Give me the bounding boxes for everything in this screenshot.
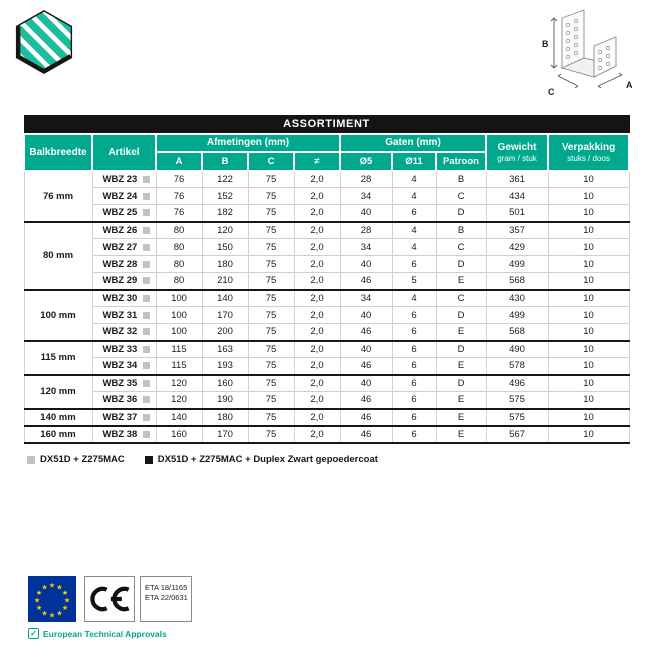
cell-verpakking: 10 xyxy=(548,188,629,205)
cell-patroon: B xyxy=(436,222,486,239)
coating-marker-icon xyxy=(143,193,150,200)
joist-hanger-drawing-icon xyxy=(520,4,644,106)
cell-thickness: 2,0 xyxy=(294,205,340,222)
cell-dim-b: 160 xyxy=(202,375,248,392)
artikel-cell xyxy=(92,188,156,205)
cell-dim-c: 75 xyxy=(248,290,294,307)
artikel-cell xyxy=(92,307,156,324)
cell-dim-a: 80 xyxy=(156,222,202,239)
cell-gewicht: 567 xyxy=(486,426,548,443)
svg-text:★: ★ xyxy=(33,596,41,605)
cell-dim-c: 75 xyxy=(248,273,294,290)
coating-marker-icon xyxy=(143,396,150,403)
table-row xyxy=(24,256,629,273)
black-marker-icon xyxy=(145,456,153,464)
cell-hole-5: 34 xyxy=(340,188,392,205)
coating-marker-icon xyxy=(143,277,150,284)
cell-thickness: 2,0 xyxy=(294,392,340,409)
table-row xyxy=(24,171,629,188)
cell-dim-c: 75 xyxy=(248,256,294,273)
cell-hole-11: 5 xyxy=(392,273,436,290)
cell-hole-11: 6 xyxy=(392,324,436,341)
artikel-label: WBZ 27 xyxy=(102,241,138,253)
artikel-label: WBZ 24 xyxy=(102,190,138,202)
cell-dim-c: 75 xyxy=(248,222,294,239)
cell-dim-b: 150 xyxy=(202,239,248,256)
cell-dim-c: 75 xyxy=(248,324,294,341)
cell-dim-c: 75 xyxy=(248,341,294,358)
coating-marker-icon xyxy=(143,295,150,302)
cell-thickness: 2,0 xyxy=(294,239,340,256)
assortiment-table xyxy=(23,115,630,444)
cell-dim-b: 180 xyxy=(202,409,248,426)
cell-thickness: 2,0 xyxy=(294,256,340,273)
coating-marker-icon xyxy=(143,431,150,438)
coating-marker-icon xyxy=(143,209,150,216)
artikel-cell xyxy=(92,409,156,426)
cell-hole-5: 40 xyxy=(340,341,392,358)
ce-mark-icon xyxy=(88,584,132,614)
cell-hole-11: 4 xyxy=(392,290,436,307)
cell-hole-11: 6 xyxy=(392,205,436,222)
svg-text:★: ★ xyxy=(48,581,56,590)
cell-verpakking: 10 xyxy=(548,392,629,409)
cell-patroon: D xyxy=(436,256,486,273)
artikel-label: WBZ 28 xyxy=(102,258,138,270)
balkbreedte-cell: 120 mm xyxy=(24,375,92,409)
eu-flag xyxy=(28,576,76,622)
cell-verpakking: 10 xyxy=(548,426,629,443)
eta-approvals-box xyxy=(140,576,192,622)
cell-dim-b: 193 xyxy=(202,358,248,375)
cell-hole-11: 6 xyxy=(392,307,436,324)
coating-marker-icon xyxy=(143,261,150,268)
cell-hole-11: 6 xyxy=(392,426,436,443)
cell-verpakking: 10 xyxy=(548,375,629,392)
cell-dim-c: 75 xyxy=(248,307,294,324)
dimension-c-label: C xyxy=(548,87,555,97)
cell-verpakking: 10 xyxy=(548,324,629,341)
cell-verpakking: 10 xyxy=(548,290,629,307)
balkbreedte-cell: 160 mm xyxy=(24,426,92,443)
cell-dim-a: 80 xyxy=(156,256,202,273)
header-gewicht-sub: gram / stuk xyxy=(497,153,537,163)
table-row xyxy=(24,188,629,205)
header-gaten: Gaten (mm) xyxy=(340,134,486,152)
cell-thickness: 2,0 xyxy=(294,409,340,426)
table-row xyxy=(24,409,629,426)
table-row xyxy=(24,392,629,409)
checkmark-icon: ✓ xyxy=(28,628,39,639)
artikel-cell xyxy=(92,324,156,341)
coating-marker-icon xyxy=(143,176,150,183)
cell-patroon: C xyxy=(436,239,486,256)
header-hole-5: Ø5 xyxy=(340,152,392,171)
product-drawing xyxy=(520,4,644,106)
table-row xyxy=(24,375,629,392)
cell-dim-c: 75 xyxy=(248,358,294,375)
header-thickness: ≠ xyxy=(294,152,340,171)
artikel-cell xyxy=(92,341,156,358)
cell-patroon: D xyxy=(436,375,486,392)
cell-patroon: E xyxy=(436,426,486,443)
cell-dim-c: 75 xyxy=(248,188,294,205)
cell-verpakking: 10 xyxy=(548,341,629,358)
cell-dim-a: 140 xyxy=(156,409,202,426)
cell-dim-a: 80 xyxy=(156,239,202,256)
table-row xyxy=(24,273,629,290)
cell-hole-5: 40 xyxy=(340,375,392,392)
cell-thickness: 2,0 xyxy=(294,307,340,324)
cell-gewicht: 499 xyxy=(486,307,548,324)
header-verpakking-title: Verpakking xyxy=(561,141,616,153)
cell-hole-5: 34 xyxy=(340,290,392,307)
cell-dim-c: 75 xyxy=(248,239,294,256)
cell-verpakking: 10 xyxy=(548,307,629,324)
cell-hole-11: 4 xyxy=(392,222,436,239)
cell-hole-5: 34 xyxy=(340,239,392,256)
balkbreedte-cell: 140 mm xyxy=(24,409,92,426)
eta-caption xyxy=(28,628,167,639)
hexagon-stripes-logo-icon xyxy=(10,8,78,76)
artikel-label: WBZ 37 xyxy=(102,411,138,423)
header-verpakking xyxy=(548,134,629,171)
legend-label: DX51D + Z275MAC + Duplex Zwart gepoedercoat xyxy=(157,454,378,465)
cell-gewicht: 357 xyxy=(486,222,548,239)
cell-hole-5: 28 xyxy=(340,222,392,239)
dimension-a-label: A xyxy=(626,80,633,90)
cell-dim-a: 160 xyxy=(156,426,202,443)
cell-dim-b: 200 xyxy=(202,324,248,341)
cell-patroon: E xyxy=(436,324,486,341)
cell-dim-b: 170 xyxy=(202,426,248,443)
cell-dim-b: 170 xyxy=(202,307,248,324)
cell-verpakking: 10 xyxy=(548,171,629,188)
header-patroon: Patroon xyxy=(436,152,486,171)
cell-dim-b: 152 xyxy=(202,188,248,205)
cell-hole-5: 40 xyxy=(340,256,392,273)
table-row xyxy=(24,290,629,307)
coating-marker-icon xyxy=(143,328,150,335)
cell-dim-b: 182 xyxy=(202,205,248,222)
artikel-cell xyxy=(92,392,156,409)
cell-hole-11: 4 xyxy=(392,188,436,205)
coating-marker-icon xyxy=(143,346,150,353)
cell-dim-c: 75 xyxy=(248,375,294,392)
cell-dim-a: 76 xyxy=(156,188,202,205)
svg-text:★: ★ xyxy=(56,609,63,618)
artikel-cell xyxy=(92,239,156,256)
table-title: ASSORTIMENT xyxy=(24,116,629,134)
artikel-label: WBZ 33 xyxy=(102,343,138,355)
cell-gewicht: 430 xyxy=(486,290,548,307)
artikel-cell xyxy=(92,222,156,239)
cell-gewicht: 501 xyxy=(486,205,548,222)
cell-hole-5: 46 xyxy=(340,426,392,443)
cell-dim-b: 190 xyxy=(202,392,248,409)
coating-marker-icon xyxy=(143,380,150,387)
cell-dim-a: 76 xyxy=(156,205,202,222)
cell-dim-b: 140 xyxy=(202,290,248,307)
cell-dim-b: 120 xyxy=(202,222,248,239)
header-dim-c: C xyxy=(248,152,294,171)
cell-dim-a: 80 xyxy=(156,273,202,290)
header-hole-11: Ø11 xyxy=(392,152,436,171)
cell-hole-11: 6 xyxy=(392,392,436,409)
cell-thickness: 2,0 xyxy=(294,222,340,239)
cell-dim-c: 75 xyxy=(248,426,294,443)
cell-dim-c: 75 xyxy=(248,392,294,409)
cell-verpakking: 10 xyxy=(548,205,629,222)
cell-gewicht: 429 xyxy=(486,239,548,256)
table-row xyxy=(24,205,629,222)
cell-gewicht: 499 xyxy=(486,256,548,273)
artikel-cell xyxy=(92,171,156,188)
cell-hole-11: 6 xyxy=(392,409,436,426)
artikel-label: WBZ 35 xyxy=(102,377,138,389)
artikel-cell xyxy=(92,375,156,392)
table-row xyxy=(24,324,629,341)
svg-text:★: ★ xyxy=(41,609,48,618)
cell-thickness: 2,0 xyxy=(294,426,340,443)
artikel-label: WBZ 25 xyxy=(102,207,138,219)
table-row xyxy=(24,222,629,239)
artikel-label: WBZ 38 xyxy=(102,428,138,440)
header-dim-a: A xyxy=(156,152,202,171)
cell-thickness: 2,0 xyxy=(294,375,340,392)
cell-gewicht: 490 xyxy=(486,341,548,358)
cell-gewicht: 575 xyxy=(486,392,548,409)
cell-dim-b: 180 xyxy=(202,256,248,273)
cell-dim-b: 163 xyxy=(202,341,248,358)
artikel-label: WBZ 31 xyxy=(102,309,138,321)
cell-dim-a: 100 xyxy=(156,307,202,324)
cell-patroon: E xyxy=(436,392,486,409)
table-row xyxy=(24,341,629,358)
artikel-cell xyxy=(92,290,156,307)
table-row xyxy=(24,358,629,375)
artikel-cell xyxy=(92,256,156,273)
legend xyxy=(27,454,378,465)
header-balkbreedte: Balkbreedte xyxy=(24,134,92,171)
cell-thickness: 2,0 xyxy=(294,188,340,205)
svg-text:★: ★ xyxy=(61,604,69,612)
eta-line-1: ETA 18/1165 xyxy=(145,583,188,592)
artikel-label: WBZ 29 xyxy=(102,275,138,287)
cell-thickness: 2,0 xyxy=(294,273,340,290)
artikel-cell xyxy=(92,426,156,443)
artikel-label: WBZ 30 xyxy=(102,292,138,304)
cell-hole-5: 46 xyxy=(340,409,392,426)
header-afmetingen: Afmetingen (mm) xyxy=(156,134,340,152)
eta-caption-label: European Technical Approvals xyxy=(43,628,167,639)
cell-hole-11: 6 xyxy=(392,375,436,392)
header-artikel: Artikel xyxy=(92,134,156,171)
coating-marker-icon xyxy=(143,362,150,369)
cell-verpakking: 10 xyxy=(548,273,629,290)
cell-gewicht: 568 xyxy=(486,273,548,290)
cell-dim-a: 100 xyxy=(156,290,202,307)
cell-thickness: 2,0 xyxy=(294,324,340,341)
cell-verpakking: 10 xyxy=(548,409,629,426)
legend-item-powdercoat xyxy=(145,454,378,465)
header-dim-b: B xyxy=(202,152,248,171)
artikel-label: WBZ 26 xyxy=(102,224,138,236)
svg-text:★: ★ xyxy=(41,583,48,592)
cell-hole-5: 46 xyxy=(340,358,392,375)
balkbreedte-cell: 115 mm xyxy=(24,341,92,375)
cell-verpakking: 10 xyxy=(548,222,629,239)
cell-hole-11: 4 xyxy=(392,171,436,188)
cell-thickness: 2,0 xyxy=(294,341,340,358)
cell-hole-5: 28 xyxy=(340,171,392,188)
cell-gewicht: 575 xyxy=(486,409,548,426)
eu-stars-icon xyxy=(28,576,76,622)
cell-patroon: D xyxy=(436,307,486,324)
header-verpakking-sub: stuks / doos xyxy=(567,153,610,163)
coating-marker-icon xyxy=(143,227,150,234)
cell-hole-11: 6 xyxy=(392,358,436,375)
svg-text:★: ★ xyxy=(35,604,43,612)
cell-gewicht: 496 xyxy=(486,375,548,392)
cell-patroon: E xyxy=(436,409,486,426)
cell-dim-c: 75 xyxy=(248,205,294,222)
table-row xyxy=(24,426,629,443)
coating-marker-icon xyxy=(143,312,150,319)
header-gewicht xyxy=(486,134,548,171)
cell-dim-c: 75 xyxy=(248,409,294,426)
cell-gewicht: 361 xyxy=(486,171,548,188)
cell-dim-a: 120 xyxy=(156,375,202,392)
cell-patroon: C xyxy=(436,188,486,205)
svg-text:★: ★ xyxy=(48,611,56,620)
artikel-label: WBZ 32 xyxy=(102,326,138,338)
header-gewicht-title: Gewicht xyxy=(497,141,537,153)
cell-gewicht: 434 xyxy=(486,188,548,205)
cell-dim-a: 115 xyxy=(156,358,202,375)
artikel-label: WBZ 23 xyxy=(102,173,138,185)
dimension-b-label: B xyxy=(542,39,549,49)
cell-dim-a: 115 xyxy=(156,341,202,358)
brand-logo xyxy=(10,8,78,76)
svg-text:★: ★ xyxy=(56,583,63,592)
cell-patroon: E xyxy=(436,273,486,290)
artikel-cell xyxy=(92,358,156,375)
artikel-label: WBZ 34 xyxy=(102,360,138,372)
cell-thickness: 2,0 xyxy=(294,171,340,188)
cell-thickness: 2,0 xyxy=(294,358,340,375)
cell-dim-a: 76 xyxy=(156,171,202,188)
cell-hole-5: 46 xyxy=(340,324,392,341)
eta-line-2: ETA 22/0631 xyxy=(145,593,188,602)
balkbreedte-cell: 80 mm xyxy=(24,222,92,290)
cell-patroon: C xyxy=(436,290,486,307)
ce-mark xyxy=(84,576,135,622)
legend-item-zinc xyxy=(27,454,125,465)
legend-label: DX51D + Z275MAC xyxy=(40,454,125,465)
coating-marker-icon xyxy=(143,414,150,421)
coating-marker-icon xyxy=(143,244,150,251)
artikel-cell xyxy=(92,273,156,290)
artikel-label: WBZ 36 xyxy=(102,394,138,406)
cell-patroon: D xyxy=(436,205,486,222)
cell-dim-b: 210 xyxy=(202,273,248,290)
cell-hole-5: 40 xyxy=(340,205,392,222)
cell-thickness: 2,0 xyxy=(294,290,340,307)
cell-patroon: D xyxy=(436,341,486,358)
cell-hole-5: 46 xyxy=(340,392,392,409)
balkbreedte-cell: 76 mm xyxy=(24,171,92,222)
gray-marker-icon xyxy=(27,456,35,464)
cell-verpakking: 10 xyxy=(548,256,629,273)
table-row xyxy=(24,307,629,324)
cell-verpakking: 10 xyxy=(548,239,629,256)
cell-patroon: B xyxy=(436,171,486,188)
cell-hole-11: 6 xyxy=(392,341,436,358)
svg-text:★: ★ xyxy=(35,589,43,597)
cell-verpakking: 10 xyxy=(548,358,629,375)
cell-hole-5: 46 xyxy=(340,273,392,290)
cell-dim-b: 122 xyxy=(202,171,248,188)
svg-text:★: ★ xyxy=(63,596,71,605)
balkbreedte-cell: 100 mm xyxy=(24,290,92,341)
svg-text:★: ★ xyxy=(61,589,69,597)
table-row xyxy=(24,239,629,256)
cell-dim-a: 120 xyxy=(156,392,202,409)
cell-hole-11: 6 xyxy=(392,256,436,273)
cell-dim-c: 75 xyxy=(248,171,294,188)
cell-gewicht: 578 xyxy=(486,358,548,375)
cell-hole-5: 40 xyxy=(340,307,392,324)
artikel-cell xyxy=(92,205,156,222)
cell-patroon: E xyxy=(436,358,486,375)
cell-gewicht: 568 xyxy=(486,324,548,341)
cell-dim-a: 100 xyxy=(156,324,202,341)
cell-hole-11: 4 xyxy=(392,239,436,256)
